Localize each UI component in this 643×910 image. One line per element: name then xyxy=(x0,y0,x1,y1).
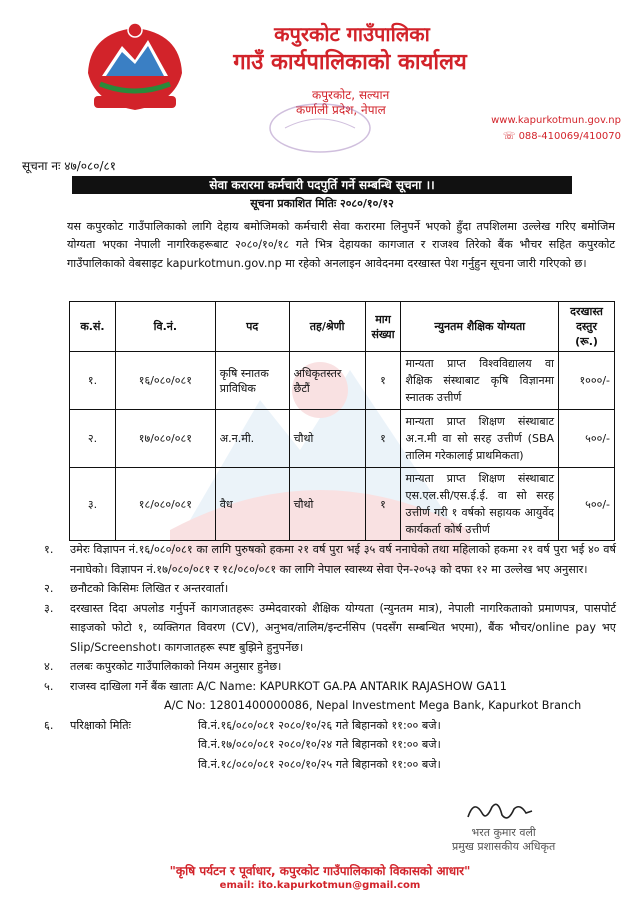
office-name-secondary: गाउँ कार्यपालिकाको कार्यालय xyxy=(233,50,467,75)
cell-count: १ xyxy=(365,352,401,410)
cell-level: अधिकृतस्तर छैटौं xyxy=(289,352,365,410)
clause-number: ४. xyxy=(44,660,54,673)
publication-date: सूचना प्रकाशित मितिः २०८०/१०/१२ xyxy=(250,197,394,210)
cell-fee: १०००/- xyxy=(559,352,615,410)
clause-documents xyxy=(44,599,616,658)
signature xyxy=(464,795,536,827)
cell-count: १ xyxy=(365,410,401,468)
office-stamp xyxy=(265,100,375,155)
table-row xyxy=(70,468,615,541)
cell-post: कृषि स्नातक प्राविधिक xyxy=(215,352,289,410)
col-header-count: माग संख्या xyxy=(365,302,401,352)
cell-adv-no: १६/०८०/०८१ xyxy=(115,352,215,410)
clause-number: ३. xyxy=(44,601,54,615)
exam-date-row xyxy=(44,735,616,755)
table-row xyxy=(70,352,615,410)
vacancy-table xyxy=(69,301,615,541)
website-link[interactable]: www.kapurkotmun.gov.np xyxy=(491,115,621,126)
signatory-name: भरत कुमार वली xyxy=(471,826,536,839)
notice-title: सेवा करारमा कर्मचारी पदपुर्ति गर्ने सम्बन्धि सूचना ।। xyxy=(72,176,572,194)
clause-number: २. xyxy=(44,582,54,595)
phone-number: ☏ 088-410069/410070 xyxy=(502,131,621,142)
address-line-1: कपुरकोट, सल्यान xyxy=(312,88,390,102)
cell-fee: ५००/- xyxy=(559,410,615,468)
clause-salary xyxy=(44,657,616,677)
col-header-fee: दरखास्त दस्तुर (रू.) xyxy=(559,302,615,352)
cell-count: १ xyxy=(365,468,401,541)
col-header-adv-no: वि.नं. xyxy=(115,302,215,352)
clause-age xyxy=(44,540,616,579)
exam-date-value: वि.नं.१८/०८०/०८१ २०८०/१०/२५ गते बिहानको ११:०० बजे। xyxy=(198,757,441,771)
cell-sn: ३. xyxy=(70,468,116,541)
col-header-sn: क.सं. xyxy=(70,302,116,352)
cell-fee: ५००/- xyxy=(559,468,615,541)
bank-account-number: A/C No: 12801400000086, Nepal Investment Mega Bank, Kapurkot Branch xyxy=(164,699,582,712)
clause-text: उमेरः विज्ञापन नं.१६/०८०/०८१ का लागि पुरुषको हकमा २१ वर्ष पुरा भई ३५ वर्ष ननाघेको तथा महिलाको हकमा २१ वर्ष पुरा भई ४० वर्ष ननाघेको। विज्ञापन नं.१७/०८०/०८१ र १८/०८०/०८१ का लागि नेपाल स्वास्थ्य सेवा ऐन-२०५३ को दफा १२ मा उल्लेख भए अनुसार। xyxy=(70,543,616,576)
clause-number: ५. xyxy=(44,679,54,693)
col-header-qualification: न्युनतम शैक्षिक योग्यता xyxy=(401,302,559,352)
cell-adv-no: १८/०८०/०८१ xyxy=(115,468,215,541)
clause-number: १. xyxy=(44,543,54,556)
cell-level: चौथो xyxy=(289,468,365,541)
footer-email[interactable]: email: ito.kapurkotmun@gmail.com xyxy=(219,880,421,891)
exam-date-value: वि.नं.१७/०८०/०८१ २०८०/१०/२४ गते बिहानको ११:०० बजे। xyxy=(198,738,441,751)
clause-text: राजस्व दाखिला गर्ने बैंक खाताः A/C Name: KAPURKOT GA.PA ANTARIK RAJASHOW GA11 xyxy=(70,679,507,693)
intro-paragraph: यस कपुरकोट गाउँपालिकाको लागि देहाय बमोजिमको कर्मचारी सेवा करारमा लिनुपर्ने भएको हुँदा तपशिलमा उल्लेख गरिए बमोजिम योग्यता भएका नेपाली नागरिकहरूबाट २०८०/१०/१८ गते भित्र देहायका कागजात र राजश्व तिरेको बैंक भौचर सहित कपुरकोट गाउँपालिकाको वेबसाइट kapurkotmun.gov.np मा रहेको अनलाइन आवेदनमा दरखास्त पेश गर्नुहुन सूचना जारी गरिएको छ। xyxy=(67,220,615,270)
exam-date-row xyxy=(44,716,616,736)
cell-qualification: मान्यता प्राप्त शिक्षण संस्थाबाट एस.एल.सी/एस.ई.ई. वा सो सरह उत्तीर्ण गरी १ वर्षको सहायक आयुर्वेद कार्यकर्ता कोर्ष उत्तीर्ण xyxy=(401,468,559,541)
clause-number: ६. xyxy=(44,718,54,732)
cell-sn: १. xyxy=(70,352,116,410)
exam-date-row xyxy=(44,755,616,775)
col-header-level: तह/श्रेणी xyxy=(289,302,365,352)
exam-date-value: वि.नं.१६/०८०/०८१ २०८०/१०/२६ गते बिहानको ११:०० बजे। xyxy=(198,718,441,732)
address-line-2: कर्णाली प्रदेश, नेपाल xyxy=(296,103,386,117)
exam-date-label: परिक्षाको मितिः xyxy=(70,718,131,732)
cell-sn: २. xyxy=(70,410,116,468)
notice-number: सूचना नः ४७/०८०/८१ xyxy=(22,159,116,173)
office-name: कपुरकोट गाउँपालिका xyxy=(274,22,430,46)
col-header-post: पद xyxy=(215,302,289,352)
clause-text: तलबः कपुरकोट गाउँपालिकाको नियम अनुसार हुनेछ। xyxy=(70,660,282,673)
clause-bank-account xyxy=(44,677,616,697)
cell-post: वैध xyxy=(215,468,289,541)
cell-post: अ.न.मी. xyxy=(215,410,289,468)
signatory-block xyxy=(452,826,555,854)
cell-adv-no: १७/०८०/०८१ xyxy=(115,410,215,468)
clause-selection xyxy=(44,579,616,599)
cell-level: चौथो xyxy=(289,410,365,468)
conditions-list xyxy=(44,540,616,774)
table-header-row xyxy=(70,302,615,352)
signatory-title: प्रमुख प्रशासकीय अधिकृत xyxy=(452,840,556,853)
clause-text: छनौटको किसिमः लिखित र अन्तरवार्ता। xyxy=(70,582,229,595)
table-row xyxy=(70,410,615,468)
cell-qualification: मान्यता प्राप्त शिक्षण संस्थाबाट अ.न.मी वा सो सरह उत्तीर्ण (SBA तालिम गरेकालाई प्राथमिकता) xyxy=(401,410,559,468)
cell-qualification: मान्यता प्राप्त विश्वविद्यालय वा शैक्षिक संस्थाबाट कृषि विज्ञानमा स्नातक उत्तीर्ण xyxy=(401,352,559,410)
footer-motto: "कृषि पर्यटन र पूर्वाधार, कपुरकोट गाउँपालिकाको विकासको आधार" xyxy=(169,864,471,878)
nepal-government-emblem xyxy=(80,18,190,116)
contact-block xyxy=(491,113,621,145)
clause-text: दरखास्त दिदा अपलोड गर्नुपर्ने कागजातहरूः उम्मेदवारको शैक्षिक योग्यता (न्युनतम मात्र), नेपाली नागरिकताको प्रमाणपत्र, पासपोर्ट साइजको फोटो १, व्यक्तिगत विवरण (CV), अनुभव/तालिम/इन्टर्नसिप (पदसँग सम्बन्धित भएमा), बैंक भौचर/online pay भए Slip/Screenshot। कागजातहरू स्पष्ट बुझिने हुनुपर्नेछ। xyxy=(70,601,616,654)
